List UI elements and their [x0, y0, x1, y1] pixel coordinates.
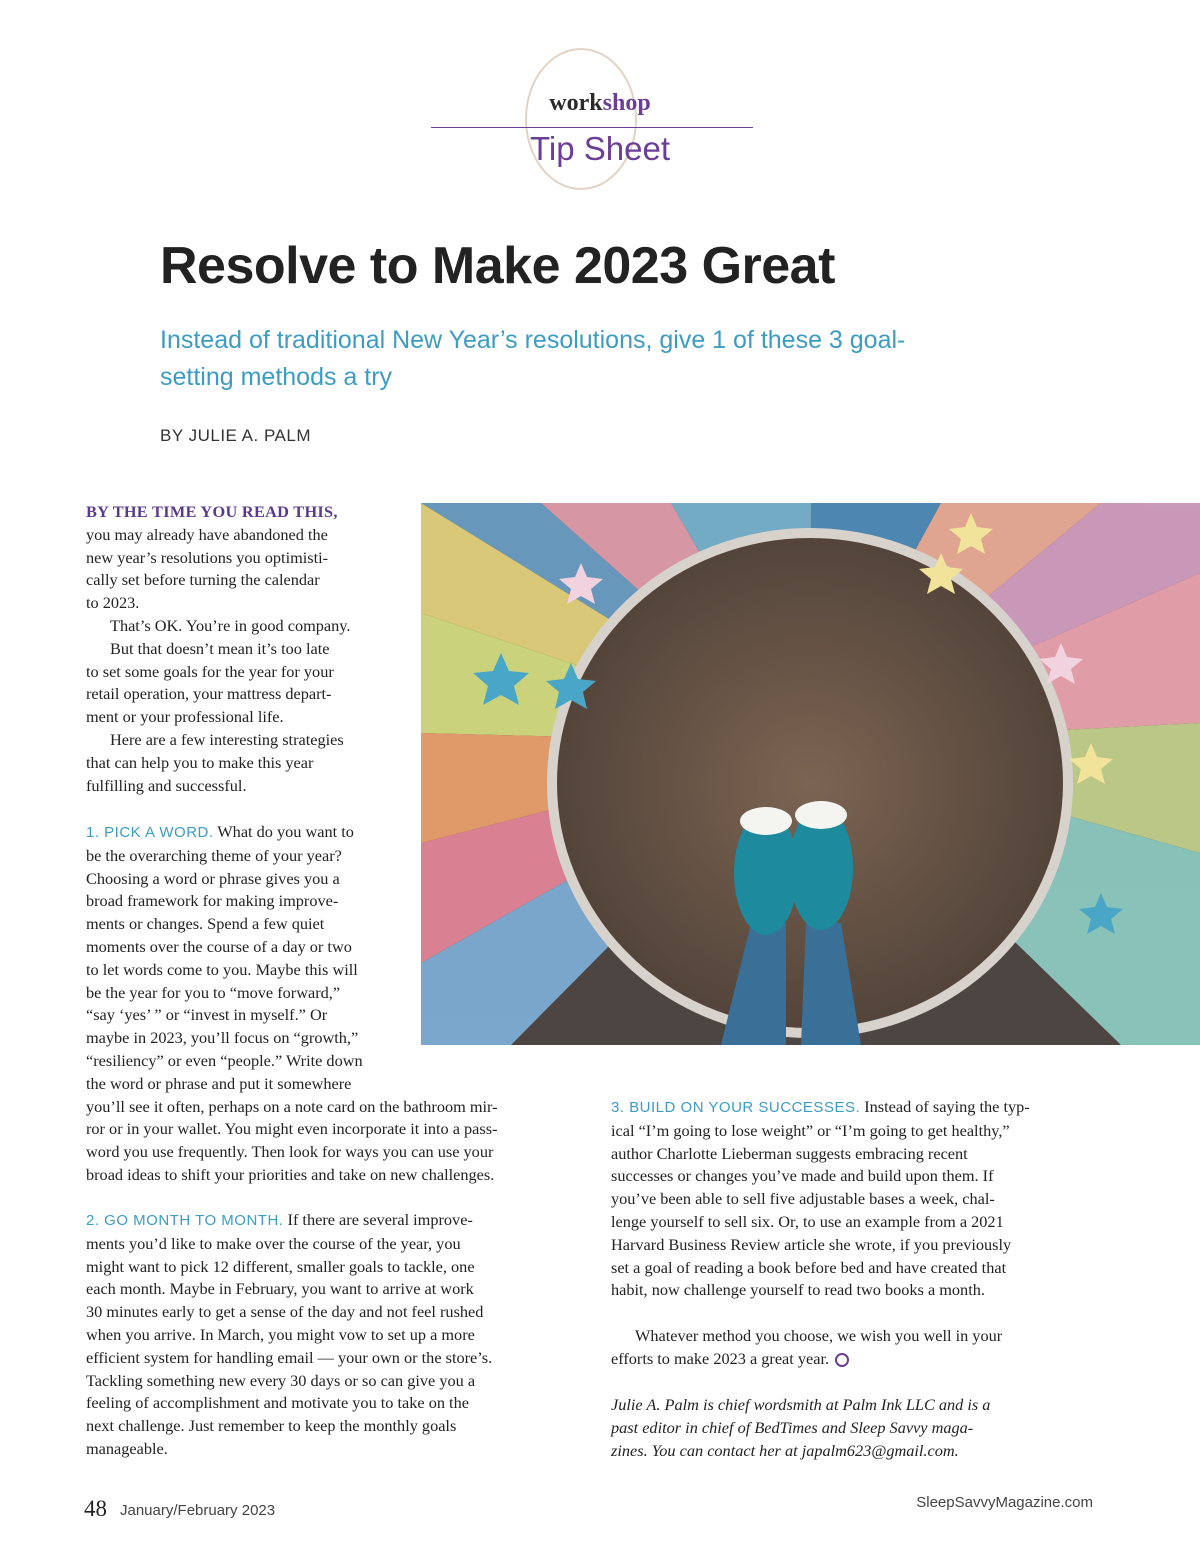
text-line: moments over the course of a day or two [86, 936, 352, 956]
text-line: that can help you to make this year [86, 752, 314, 772]
text-line: to set some goals for the year for your [86, 661, 334, 681]
text-line: past editor in chief of BedTimes and Sleep Savvy maga- [611, 1417, 974, 1437]
text-line: efficient system for handling email — your own or the store’s. [86, 1347, 493, 1367]
text-line: Whatever method you choose, we wish you well in your [635, 1326, 1003, 1345]
tip-2-block [86, 1209, 576, 1461]
text-line: word you use frequently. Then look for ways you can use your [86, 1142, 494, 1162]
website-link[interactable]: SleepSavvyMagazine.com [916, 1494, 1093, 1511]
article-byline: BY JULIE A. PALM [160, 426, 311, 445]
text-line: each month. Maybe in February, you want to arrive at work [86, 1279, 474, 1299]
text-line: ical “I’m going to lose weight” or “I’m going to get healthy,” [611, 1120, 1010, 1140]
text-line: to 2023. [86, 593, 140, 613]
text-line: retail operation, your mattress depart- [86, 684, 332, 704]
section-workshop-label: workshop [549, 90, 651, 116]
article-subtitle: Instead of traditional New Year’s resolutions, give 1 of these 3 goal-setting methods a try [160, 326, 906, 391]
text-line: efforts to make 2023 a great year. [611, 1348, 830, 1368]
article-title: Resolve to Make 2023 Great [160, 237, 835, 295]
text-line: successes or changes you’ve made and build upon them. If [611, 1166, 994, 1186]
text-line: But that doesn’t mean it’s too late [110, 638, 330, 658]
text-line: you may already have abandoned the [86, 524, 328, 544]
text-line: new year’s resolutions you optimisti- [86, 547, 329, 567]
tip-2-heading: 2. GO MONTH TO MONTH. [86, 1212, 284, 1229]
tip-3-heading: 3. BUILD ON YOUR SUCCESSES. [611, 1099, 861, 1116]
text-line: you’ll see it often, perhaps on a note card on the bathroom mir- [86, 1096, 498, 1116]
text-line: Instead of saying the typ- [860, 1097, 1030, 1116]
tip-3-block [611, 1096, 1111, 1302]
text-line: be the overarching theme of your year? [86, 845, 342, 865]
text-line: “say ‘yes’ ” or “invest in myself.” Or [86, 1005, 328, 1025]
text-line: set a goal of reading a book before bed and have created that [611, 1257, 1007, 1277]
tip-1-heading: 1. PICK A WORD. [86, 824, 214, 841]
section-title: Tip Sheet [529, 130, 671, 167]
intro-block [86, 501, 406, 797]
text-line: Tackling something new every 30 days or so can give you a [86, 1370, 476, 1390]
text-line: cally set before turning the calendar [86, 570, 320, 590]
text-line: ments you’d like to make over the course of the year, you [86, 1233, 461, 1253]
text-line: feeling of accomplishment and motivate you to take on the [86, 1393, 469, 1413]
text-line: That’s OK. You’re in good company. [110, 615, 351, 635]
text-line: might want to pick 12 different, smaller goals to tackle, one [86, 1256, 475, 1276]
text-line: If there are several improve- [283, 1210, 473, 1229]
page-number: 48 [84, 1496, 107, 1521]
text-line: Julie A. Palm is chief wordsmith at Palm Ink LLC and is a [611, 1395, 991, 1414]
text-line: fulfilling and successful. [86, 775, 247, 795]
header-badge-circle [525, 48, 637, 190]
text-line: Choosing a word or phrase gives you a [86, 868, 340, 888]
text-line: zines. You can contact her at japalm623@gmail.com. [611, 1440, 959, 1460]
text-line: ments or changes. Spend a few quiet [86, 914, 325, 934]
text-line: ment or your professional life. [86, 707, 284, 727]
text-line: What do you want to [213, 822, 354, 841]
text-line: broad ideas to shift your priorities and take on new challenges. [86, 1164, 495, 1184]
author-bio [611, 1394, 1111, 1462]
text-line: ror or in your wallet. You might even incorporate it into a pass- [86, 1119, 498, 1139]
tip-1-block [86, 821, 576, 1187]
text-line: author Charlotte Lieberman suggests embracing recent [611, 1143, 968, 1163]
text-line: habit, now challenge yourself to read two books a month. [611, 1280, 985, 1300]
text-line: to let words come to you. Maybe this will [86, 959, 358, 979]
text-line: maybe in 2023, you’ll focus on “growth,” [86, 1028, 359, 1048]
text-line: when you arrive. In March, you might vow to set up a more [86, 1324, 475, 1344]
text-line: the word or phrase and put it somewhere [86, 1073, 352, 1093]
text-line: “resiliency” or even “people.” Write down [86, 1050, 363, 1070]
text-line: manageable. [86, 1438, 168, 1458]
text-line: you’ve been able to sell five adjustable bases a week, chal- [611, 1189, 995, 1209]
issue-date: January/February 2023 [120, 1502, 276, 1519]
intro-lead: BY THE TIME YOU READ THIS, [86, 502, 338, 521]
text-line: Here are a few interesting strategies [110, 729, 344, 749]
header-divider [431, 127, 753, 128]
closing-paragraph [611, 1325, 1111, 1371]
text-line: 30 minutes early to get a sense of the day and not feel rushed [86, 1302, 484, 1322]
text-line: lenge yourself to sell six. Or, to use an example from a 2021 [611, 1211, 1004, 1231]
text-line: be the year for you to “move forward,” [86, 982, 341, 1002]
text-line: broad framework for making improve- [86, 891, 339, 911]
text-line: Harvard Business Review article she wrote, if you previously [611, 1234, 1012, 1254]
end-mark-icon [835, 1353, 849, 1367]
text-line: next challenge. Just remember to keep the monthly goals [86, 1416, 457, 1436]
